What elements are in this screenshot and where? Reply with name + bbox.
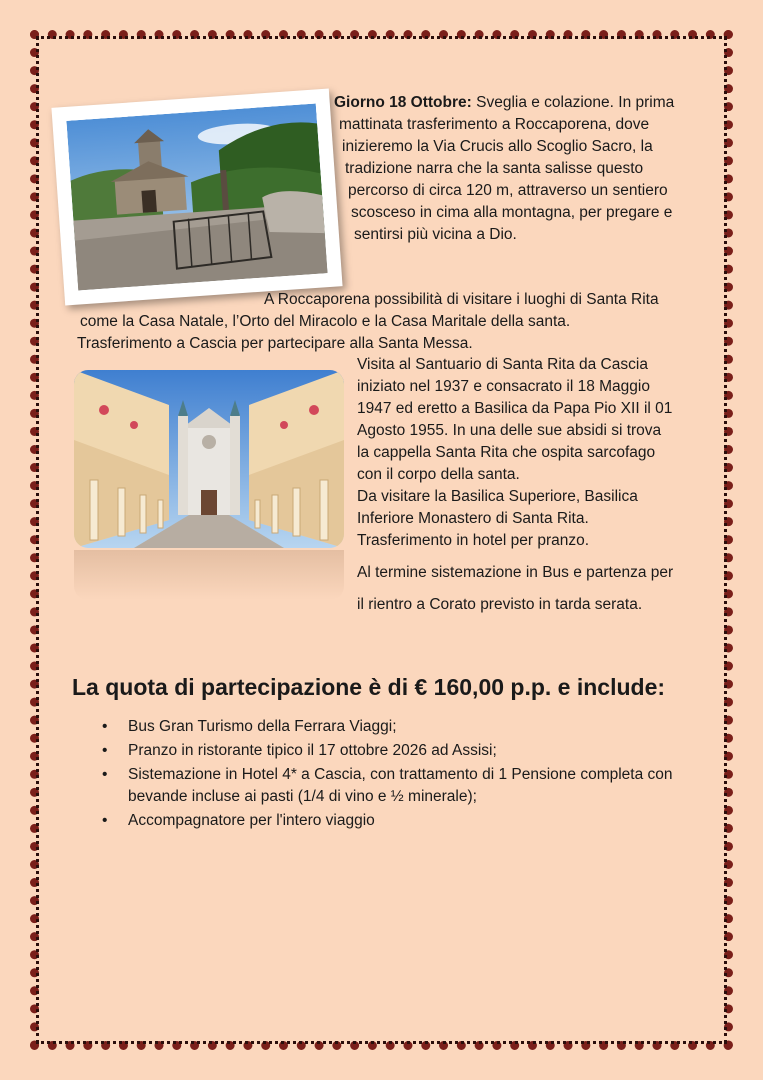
basilica-image [74, 370, 344, 548]
list-item: • Accompagnatore per l'intero viaggio [102, 810, 702, 832]
cascia-line-6: con il corpo della santa. [357, 466, 520, 483]
day18-line-4: tradizione narra che la santa salisse questo [345, 160, 644, 177]
roccaporena-line-1: A Roccaporena possibilità di visitare i luoghi di Santa Rita [264, 291, 659, 308]
list-item: • Sistemazione in Hotel 4* a Cascia, con trattamento di 1 Pensione completa con bevande incluse ai pasti (1/4 di vino e ½ minerale); [102, 764, 702, 808]
price-heading: La quota di partecipazione è di € 160,00 p.p. e include: [72, 674, 666, 700]
day18-text-1: Sveglia e colazione. In prima [476, 94, 675, 111]
chapel-image [66, 103, 327, 290]
basilica-photo-reflection [74, 550, 344, 600]
list-item: • Pranzo in ristorante tipico il 17 ottobre 2026 ad Assisi; [102, 740, 702, 762]
cascia-line-7: Da visitare la Basilica Superiore, Basilica [357, 488, 638, 505]
cascia-line-5: la cappella Santa Rita che ospita sarcofago [357, 444, 656, 461]
return-line-2: il rientro a Corato previsto in tarda serata. [357, 596, 643, 613]
day18-label: Giorno 18 Ottobre: [334, 94, 472, 111]
cascia-line-9: Trasferimento in hotel per pranzo. [357, 532, 590, 549]
cascia-line-1: Visita al Santuario di Santa Rita da Cascia [357, 356, 648, 373]
day18-line-5: percorso di circa 120 m, attraverso un sentiero [348, 182, 668, 199]
included-list [102, 716, 702, 834]
cascia-line-3: 1947 ed eretto a Basilica da Papa Pio XII il 01 [357, 400, 673, 417]
day18-line-7: sentirsi più vicina a Dio. [354, 226, 517, 243]
list-item: • Bus Gran Turismo della Ferrara Viaggi; [102, 716, 702, 738]
basilica-photo [74, 370, 344, 548]
day18-line-1 [334, 92, 674, 114]
cascia-line-2: iniziato nel 1937 e consacrato il 18 Maggio [357, 378, 650, 395]
day18-line-2: mattinata trasferimento a Roccaporena, dove [339, 116, 650, 133]
roccaporena-photo [51, 89, 342, 306]
day18-line-3: inizieremo la Via Crucis allo Scoglio Sacro, la [342, 138, 653, 155]
cascia-line-8: Inferiore Monastero di Santa Rita. [357, 510, 589, 527]
roccaporena-line-3: Trasferimento a Cascia per partecipare alla Santa Messa. [77, 335, 473, 352]
cascia-line-4: Agosto 1955. In una delle sue absidi si trova [357, 422, 662, 439]
return-line-1: Al termine sistemazione in Bus e partenza per [357, 564, 674, 581]
day18-line-6: scosceso in cima alla montagna, per pregare e [351, 204, 673, 221]
roccaporena-line-2: come la Casa Natale, l’Orto del Miracolo e la Casa Maritale della santa. [80, 313, 571, 330]
